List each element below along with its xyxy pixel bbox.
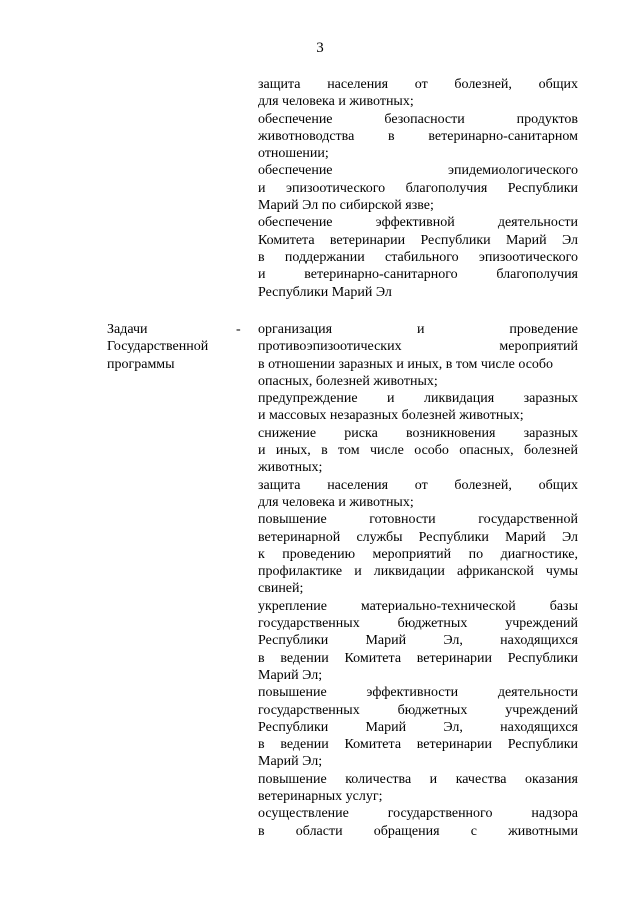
text-line: предупреждение и ликвидация заразных xyxy=(258,391,578,407)
tasks-text xyxy=(258,321,578,840)
text-line: свиней; xyxy=(258,581,304,597)
text-line: укрепление материально-технической базы xyxy=(258,598,578,614)
text-line: к проведению мероприятий по диагностике, xyxy=(258,546,578,562)
text-line: обеспечение эпидемиологического xyxy=(258,163,578,179)
text-line: и иных, в том числе особо опасных, болезней xyxy=(258,443,578,459)
text-line: государственных бюджетных учреждений xyxy=(258,616,578,632)
text-line: государственных бюджетных учреждений xyxy=(258,702,578,718)
text-line: повышение эффективности деятельности xyxy=(258,685,578,701)
text-line: повышение готовности государственной xyxy=(258,512,578,528)
text-line: для человека и животных; xyxy=(258,94,414,110)
text-line: в ведении Комитета ветеринарии Республики xyxy=(258,737,578,753)
text-line: профилактике и ликвидации африканской чумы xyxy=(258,564,578,580)
text-line: в ведении Комитета ветеринарии Республики xyxy=(258,650,578,666)
text-line: Республики Марий Эл, находящихся xyxy=(258,719,578,735)
text-line: противоэпизоотических мероприятий xyxy=(258,339,578,355)
text-line: в отношении заразных и иных, в том числе особо xyxy=(258,356,554,372)
text-line: обеспечение эффективной деятельности xyxy=(258,215,578,231)
text-line: обеспечение безопасности продуктов xyxy=(258,111,578,127)
text-line: для человека и животных; xyxy=(258,494,414,510)
text-line: животных; xyxy=(258,460,323,476)
text-line: защита населения от болезней, общих xyxy=(258,477,578,493)
text-line: отношении; xyxy=(258,146,329,162)
tasks-dash: - xyxy=(236,322,241,337)
text-line: осуществление государственного надзора xyxy=(258,806,578,822)
tasks-label-line: Государственной xyxy=(107,339,209,355)
text-line: повышение количества и качества оказания xyxy=(258,771,578,787)
text-line: в области обращения с животными xyxy=(258,823,578,839)
text-line: Марий Эл по сибирской язве; xyxy=(258,198,434,214)
tasks-label xyxy=(107,321,243,373)
text-line: Республики Марий Эл, находящихся xyxy=(258,633,578,649)
text-line: защита населения от болезней, общих xyxy=(258,77,578,92)
goals-continuation-text xyxy=(258,76,578,301)
text-line: организация и проведение xyxy=(258,322,578,337)
text-line: и ветеринарно-санитарного благополучия xyxy=(258,267,578,283)
text-line: ветеринарных услуг; xyxy=(258,789,383,805)
text-line: Марий Эл; xyxy=(258,754,323,770)
text-line: в поддержании стабильного эпизоотического xyxy=(258,249,578,265)
text-line: Республики Марий Эл xyxy=(258,284,392,300)
text-line: Комитета ветеринарии Республики Марий Эл xyxy=(258,232,578,248)
page-number: 3 xyxy=(316,40,324,56)
tasks-label-line: Задачи xyxy=(107,322,148,337)
text-line: и массовых незаразных болезней животных; xyxy=(258,408,524,424)
text-line: ветеринарной службы Республики Марий Эл xyxy=(258,529,578,545)
text-line: снижение риска возникновения заразных xyxy=(258,425,578,441)
tasks-label-line: программы xyxy=(107,356,175,372)
text-line: животноводства в ветеринарно-санитарном xyxy=(258,128,578,144)
text-line: и эпизоотического благополучия Республики xyxy=(258,180,578,196)
text-line: опасных, болезней животных; xyxy=(258,373,438,389)
text-line: Марий Эл; xyxy=(258,667,323,683)
